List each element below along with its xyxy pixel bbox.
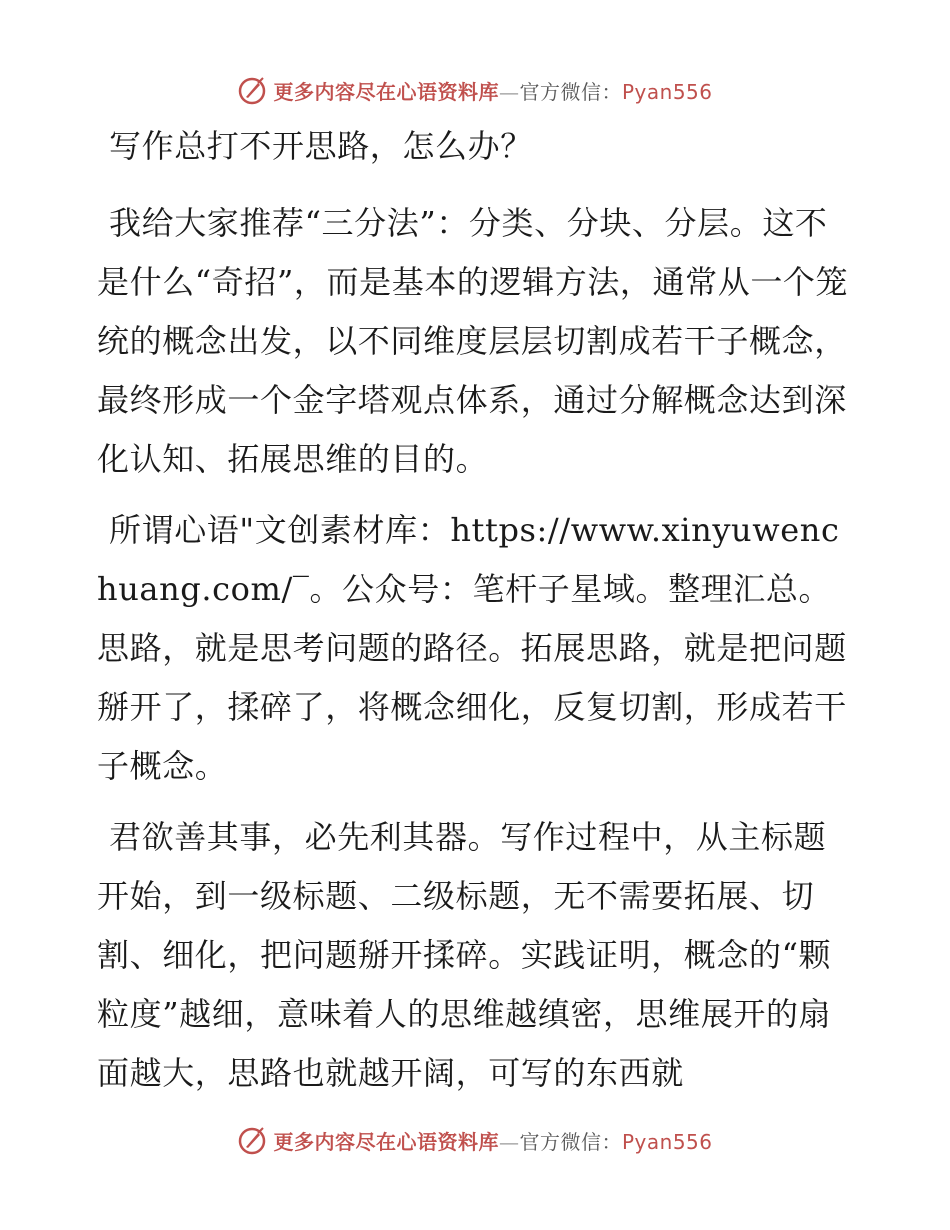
footer-watermark-banner [0,1120,950,1160]
header-watermark-banner [0,70,950,110]
banner-separator: — [498,1129,520,1154]
banner-main-text: 更多内容尽在心语资料库 [273,1129,499,1154]
feather-pen-icon [237,75,267,105]
banner-separator: — [498,79,520,104]
feather-pen-icon [237,1125,267,1155]
banner-wechat-label: 官方微信： [519,79,622,104]
banner-main-text: 更多内容尽在心语资料库 [273,79,499,104]
banner-text [273,76,712,105]
banner-wechat-label: 官方微信： [519,1129,622,1154]
paragraph-3: 君欲善其事，必先利其器。写作过程中，从主标题开始，到一级标题、二级标题，无不需要拓展、切割、细化，把问题掰开揉碎。实践证明，概念的“颗粒度”越细，意味着人的思维越缜密，思维展开的扇面越大，思路也就越开阔，可写的东西就 [97,818,832,1092]
paragraph-1: 我给大家推荐“三分法”：分类、分块、分层。这不是什么“奇招”，而是基本的逻辑方法，通常从一个笼统的概念出发，以不同维度层层切割成若干子概念，最终形成一个金字塔观点体系，通过分解概念达到深化认知、拓展思维的目的。 [97,204,849,478]
banner-wechat-id: Pyan556 [621,79,713,104]
banner-text [273,1126,712,1155]
banner-wechat-id: Pyan556 [621,1129,713,1154]
document-body [97,117,857,1115]
document-title: 写作总打不开思路，怎么办？ [109,127,533,165]
paragraph-2: 所谓心语"文创素材库：https://www.xinyuwenchuang.com/‾。公众号：笔杆子星域。整理汇总。思路，就是思考问题的路径。拓展思路，就是把问题掰开了，揉碎了，将概念细化，反复切割，形成若干子概念。 [97,511,847,785]
